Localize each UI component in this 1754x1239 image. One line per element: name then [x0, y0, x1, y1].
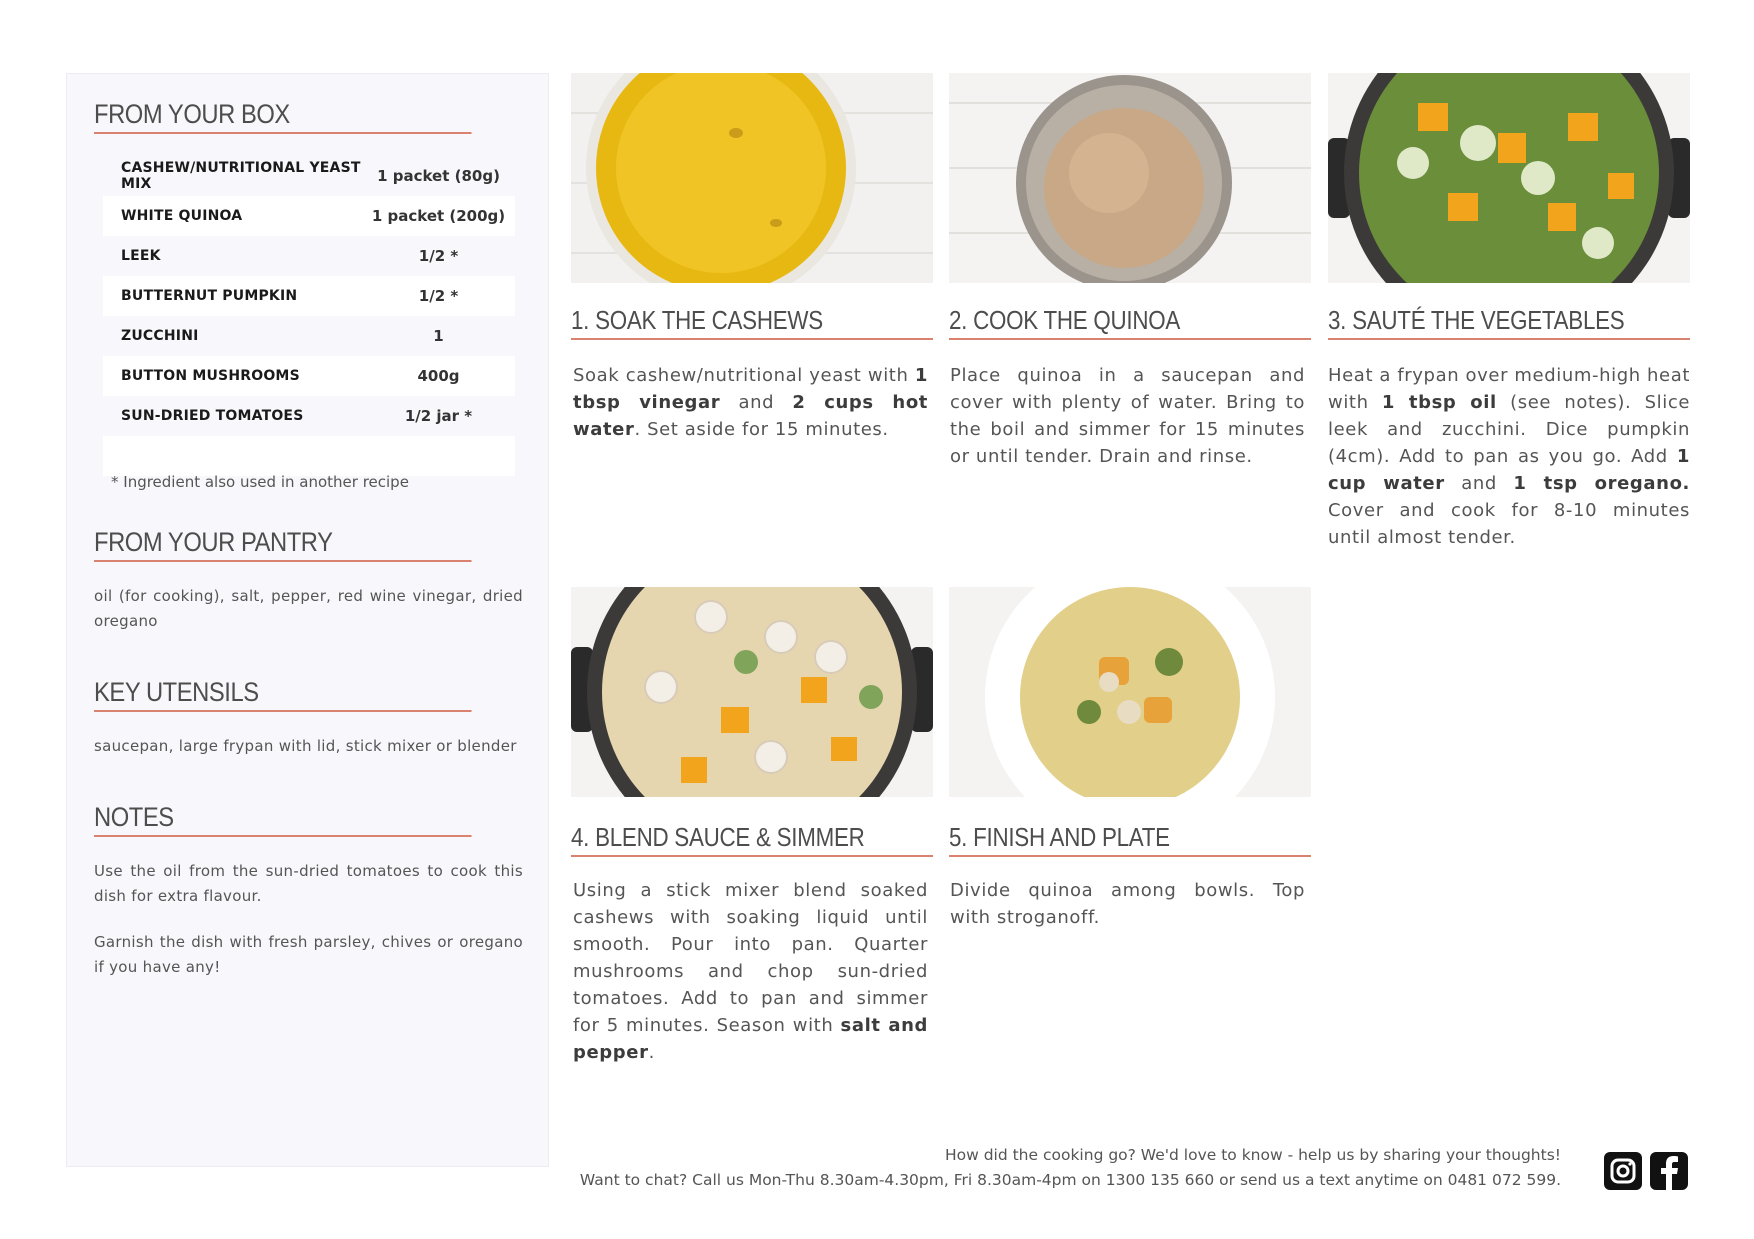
- contact-line: Want to chat? Call us Mon-Thu 8.30am-4.30pm, Fri 8.30am-4pm on 1300 135 660 or send us a text anytime on 0481 072 599.: [579, 1171, 1561, 1189]
- ingredient-qty: 1/2 jar *: [404, 407, 473, 425]
- step-bold-text: 2 cups hot water: [573, 392, 928, 440]
- ingredient-row: [103, 276, 515, 316]
- step-bold-text: 1 tbsp oil: [1381, 392, 1497, 413]
- ingredient-qty: 1: [433, 327, 444, 345]
- step-text-run: Cover and cook for 8-10 minutes until almost tender.: [1328, 500, 1690, 548]
- step-text-run: Using a stick mixer blend soaked cashews with soaking liquid until smooth. Pour into pan. Quarter mushrooms and chop sun-dried tomatoes. Add to pan and simmer for 5 minutes. Season with: [573, 880, 928, 1036]
- ingredient-row: [103, 356, 515, 396]
- step-2-text: [950, 362, 1305, 470]
- ingredient-name: CASHEW/NUTRITIONAL YEAST MIX: [121, 160, 361, 192]
- step-3-title: 3. SAUTÉ THE VEGETABLES: [1328, 305, 1690, 340]
- ingredient-qty: 1/2 *: [418, 247, 459, 265]
- ingredient-qty: 1 packet (200g): [362, 196, 515, 236]
- ingredient-qty: 400g: [362, 356, 515, 396]
- step-bold-text: 1 tbsp vinegar: [573, 365, 928, 413]
- from-your-box-title: FROM YOUR BOX: [94, 99, 472, 134]
- ingredients-table: [103, 156, 515, 476]
- ingredient-footnote: * Ingredient also used in another recipe: [111, 473, 409, 491]
- ingredient-qty: 1 packet (80g): [377, 167, 500, 185]
- step-4-photo: [571, 587, 933, 797]
- instagram-icon[interactable]: [1604, 1152, 1642, 1190]
- step-text-run: .: [648, 1042, 655, 1063]
- notes-title: NOTES: [94, 802, 472, 837]
- step-text-run: Soak cashew/nutritional yeast with: [573, 365, 915, 386]
- step-text-run: . Set aside for 15 minutes.: [634, 419, 889, 440]
- ingredient-row: [103, 196, 515, 236]
- step-5-text: [950, 877, 1305, 931]
- ingredient-qty: 1/2 *: [362, 276, 515, 316]
- step-text-run: and: [1444, 473, 1514, 494]
- step-3-text: [1328, 362, 1690, 551]
- ingredient-row: [103, 156, 515, 196]
- ingredient-name: LEEK: [121, 248, 161, 264]
- step-5-photo: [949, 587, 1311, 797]
- step-2-title: 2. COOK THE QUINOA: [949, 305, 1311, 340]
- step-1-photo: [571, 73, 933, 283]
- facebook-icon[interactable]: [1650, 1152, 1688, 1190]
- step-4-text: [573, 877, 928, 1066]
- ingredient-row-empty: [103, 436, 515, 476]
- step-text-run: Place quinoa in a saucepan and cover with plenty of water. Bring to the boil and simmer for 15 minutes or until tender. Drain and rinse.: [950, 365, 1305, 467]
- from-your-pantry-title: FROM YOUR PANTRY: [94, 527, 472, 562]
- step-bold-text: salt and pepper: [573, 1015, 928, 1063]
- feedback-line: How did the cooking go? We'd love to know - help us by sharing your thoughts!: [944, 1146, 1561, 1164]
- ingredient-row: [103, 396, 515, 436]
- ingredient-name: SUN-DRIED TOMATOES: [121, 408, 304, 424]
- step-bold-text: 1 cup water: [1328, 446, 1690, 494]
- ingredient-name: BUTTERNUT PUMPKIN: [103, 276, 362, 316]
- ingredient-name: ZUCCHINI: [121, 328, 199, 344]
- ingredient-row: [103, 236, 515, 276]
- step-2-photo: [949, 73, 1311, 283]
- feedback-footer: [580, 1143, 1561, 1193]
- recipe-sidebar: [66, 73, 549, 1167]
- step-5-title: 5. FINISH AND PLATE: [949, 822, 1311, 857]
- step-1-text: [573, 362, 928, 443]
- step-text-run: Heat a frypan over medium-high heat with: [1328, 365, 1691, 413]
- step-4-title: 4. BLEND SAUCE & SIMMER: [571, 822, 933, 857]
- step-text-run: and: [720, 392, 793, 413]
- note-1: Use the oil from the sun-dried tomatoes to cook this dish for extra flavour.: [94, 862, 523, 905]
- step-3-photo: [1328, 73, 1690, 283]
- ingredient-name: WHITE QUINOA: [103, 196, 362, 236]
- ingredient-row: [103, 316, 515, 356]
- note-2: Garnish the dish with fresh parsley, chives or oregano if you have any!: [94, 933, 523, 976]
- step-text-run: Divide quinoa among bowls. Top with stroganoff.: [950, 880, 1305, 928]
- key-utensils-title: KEY UTENSILS: [94, 677, 472, 712]
- step-bold-text: 1 tsp oregano.: [1513, 473, 1690, 494]
- ingredient-name: BUTTON MUSHROOMS: [103, 356, 362, 396]
- pantry-text: oil (for cooking), salt, pepper, red wine vinegar, dried oregano: [94, 587, 523, 630]
- step-text-run: (see notes). Slice leek and zucchini. Dice pumpkin (4cm). Add to pan as you go. Add: [1328, 392, 1690, 467]
- step-1-title: 1. SOAK THE CASHEWS: [571, 305, 933, 340]
- utensils-text: saucepan, large frypan with lid, stick mixer or blender: [94, 737, 517, 755]
